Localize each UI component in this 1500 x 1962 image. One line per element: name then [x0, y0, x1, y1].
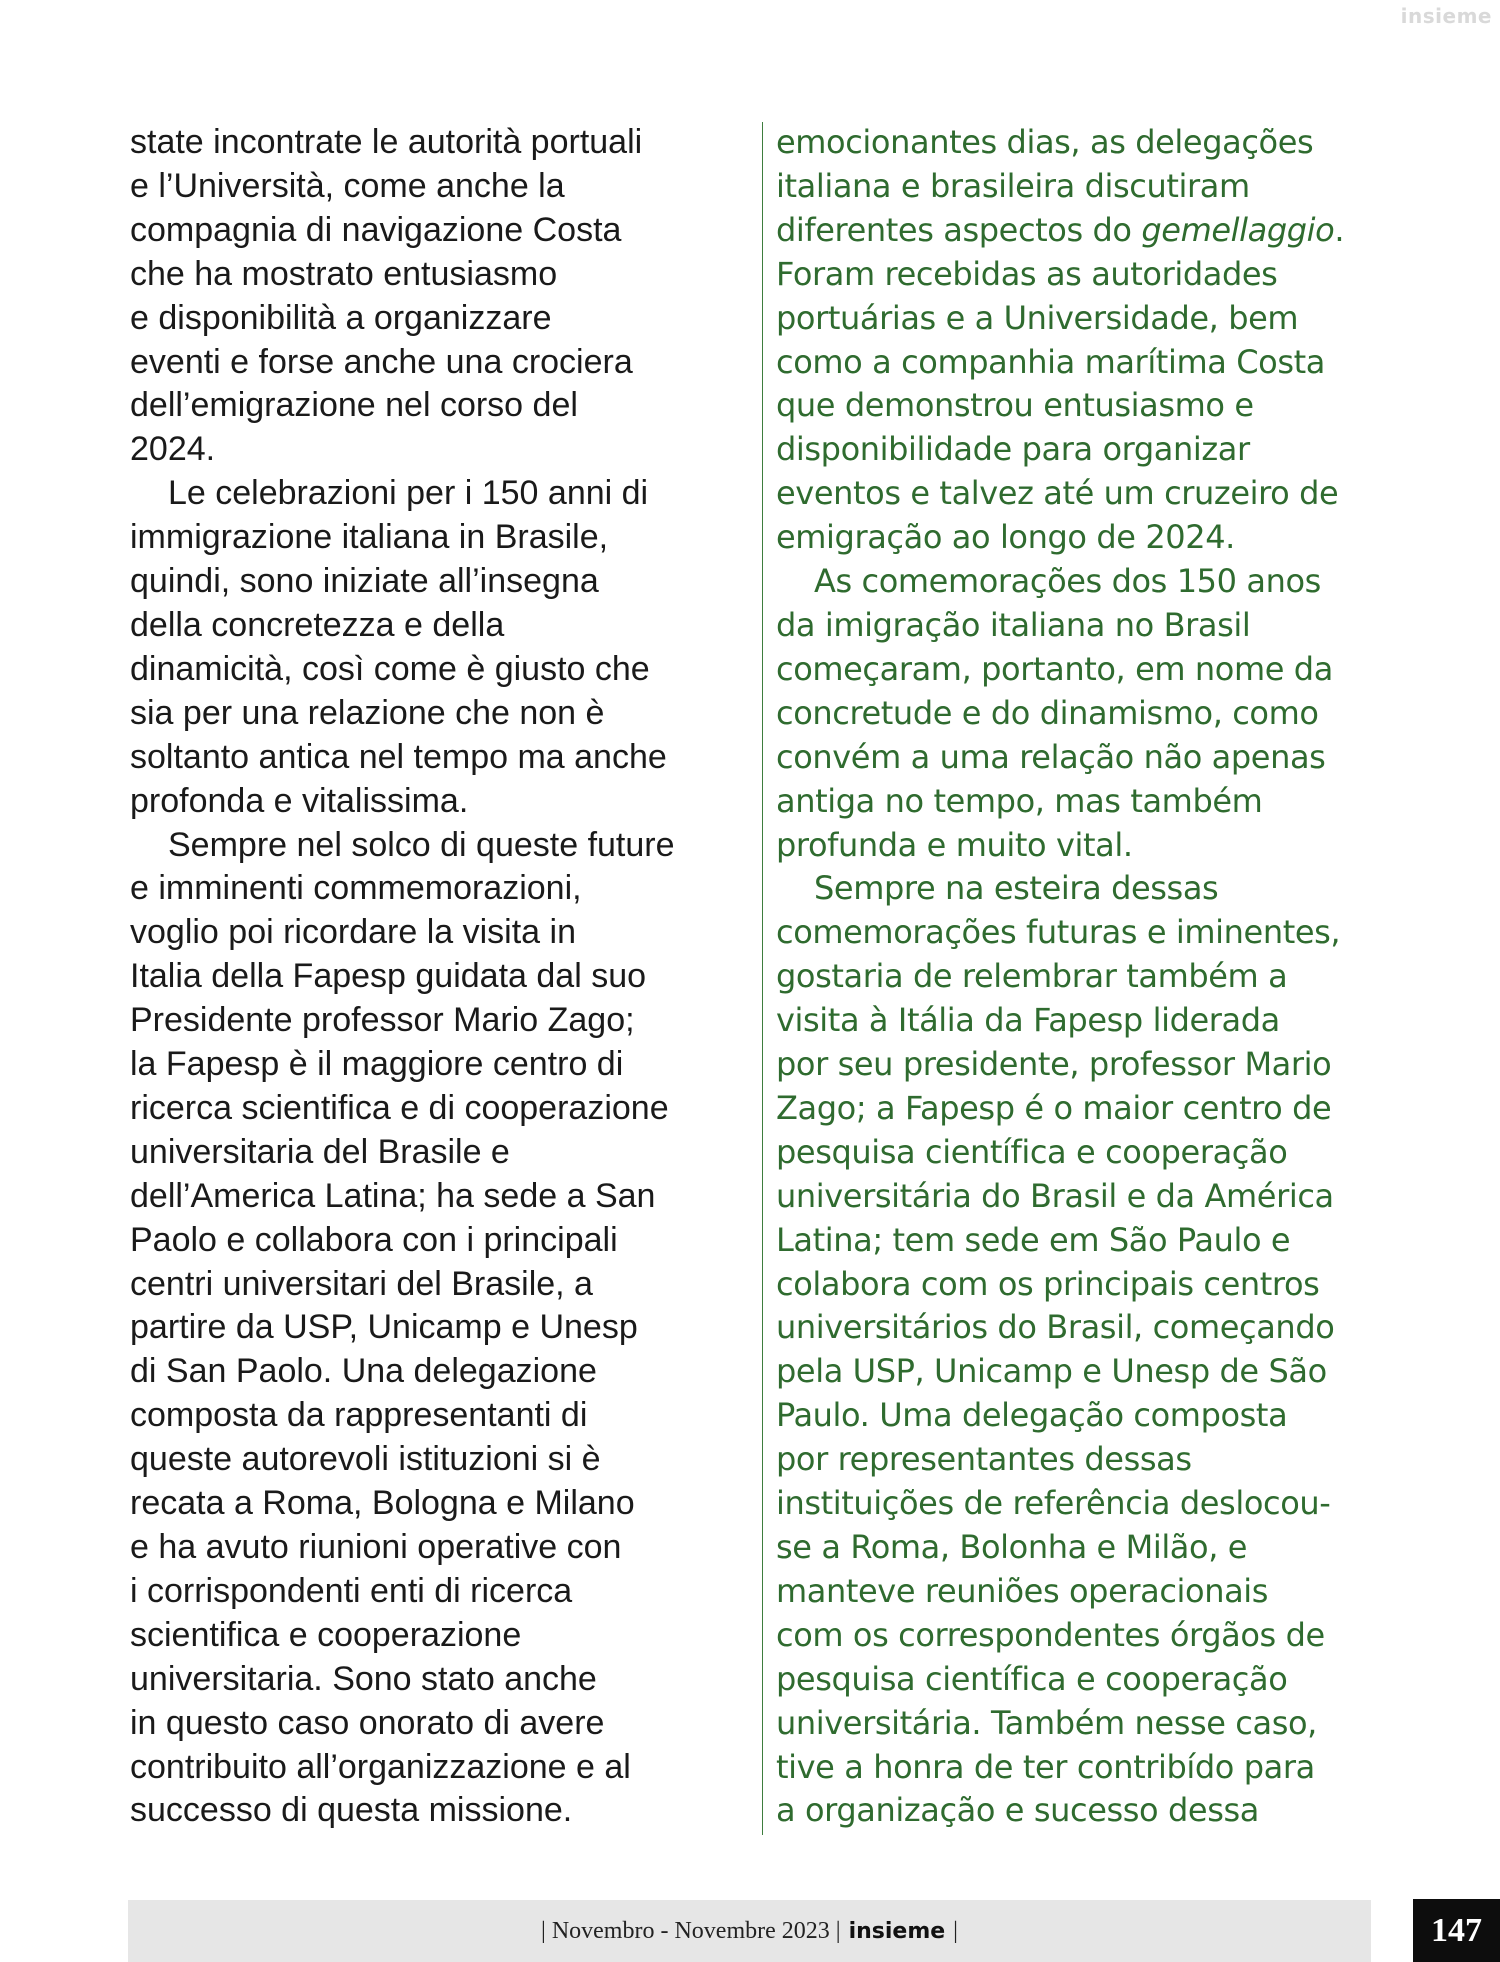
portuguese-paragraph-1-start: emocionantes dias, as delegações italiana e brasileira discutiram diferentes aspectos do [776, 123, 1314, 249]
footer-brand-logo: insieme [848, 1918, 946, 1944]
portuguese-paragraph-1-end: . Foram recebidas as autoridades portuárias e a Universidade, bem como a companhia marítima Costa que demonstrou entusiasmo e disponibilidade para organizar eventos e talvez até um cruzeiro de emigração ao longo de 2024. [776, 210, 1345, 557]
portuguese-paragraph-1 [776, 121, 1376, 560]
italian-column [130, 121, 730, 1833]
portuguese-column [776, 121, 1376, 1833]
footer-date: | Novembro - Novembre 2023 | [541, 1917, 841, 1944]
footer-separator: | [953, 1917, 958, 1944]
footer-bar [128, 1900, 1371, 1962]
italian-paragraph-2: Le celebrazioni per i 150 anni di immigrazione italiana in Brasile, quindi, sono iniziate all’insegna della concretezza e della dinamicità, così come è giusto che sia per una relazione che non è soltanto antica nel tempo ma anche profonda e vitalissima. [130, 474, 667, 820]
italian-paragraph-1: state incontrate le autorità portuali e l’Università, come anche la compagnia di navigazione Costa che ha mostrato entusiasmo e disponibilità a organizzare eventi e forse anche una crociera dell’emigrazione nel corso del 2024. [130, 123, 643, 469]
column-divider [762, 122, 763, 1835]
page-number: 147 [1413, 1899, 1500, 1962]
portuguese-italic-term: gemellaggio [1141, 210, 1335, 249]
italian-paragraph-3: Sempre nel solco di queste future e imminenti commemorazioni, voglio poi ricordare la visita in Italia della Fapesp guidata dal suo Presidente professor Mario Zago; la Fapesp è il maggiore centro di ricerca scientifica e di cooperazione universitaria del Brasile e dell’America Latina; ha sede a San Paolo e collabora con i principali centri universitari del Brasile, a partire da USP, Unicamp e Unesp di San Paolo. Una delegazione composta da rappresentanti di queste autorevoli istituzioni si è recata a Roma, Bologna e Milano e ha avuto riunioni operative con i corrispondenti enti di ricerca scientifica e cooperazione universitaria. Sono stato anche in questo caso onorato di avere contribuito all’organizzazione e al successo di questa missione. [130, 825, 675, 1830]
masthead-logo: insieme [1400, 4, 1492, 28]
portuguese-paragraph-3: Sempre na esteira dessas comemorações futuras e iminentes, gostaria de relembrar também a visita à Itália da Fapesp liderada por seu presidente, professor Mario Zago; a Fapesp é o maior centro de pesquisa científica e cooperação universitária do Brasil e da América Latina; tem sede em São Paulo e colabora com os principais centros universitários do Brasil, começando pela USP, Unicamp e Unesp de São Paulo. Uma delegação composta por representantes dessas instituições de referência deslocou- se a Roma, Bolonha e Milão, e manteve reuniões operacionais com os correspondentes órgãos de pesquisa científica e cooperação universitária. Também nesse caso, tive a honra de ter contribído para a organização e sucesso dessa [776, 869, 1341, 1830]
portuguese-paragraph-2: As comemorações dos 150 anos da imigração italiana no Brasil começaram, portanto, em nome da concretude e do dinamismo, como convém a uma relação não apenas antiga no tempo, mas também profunda e muito vital. [776, 562, 1333, 864]
